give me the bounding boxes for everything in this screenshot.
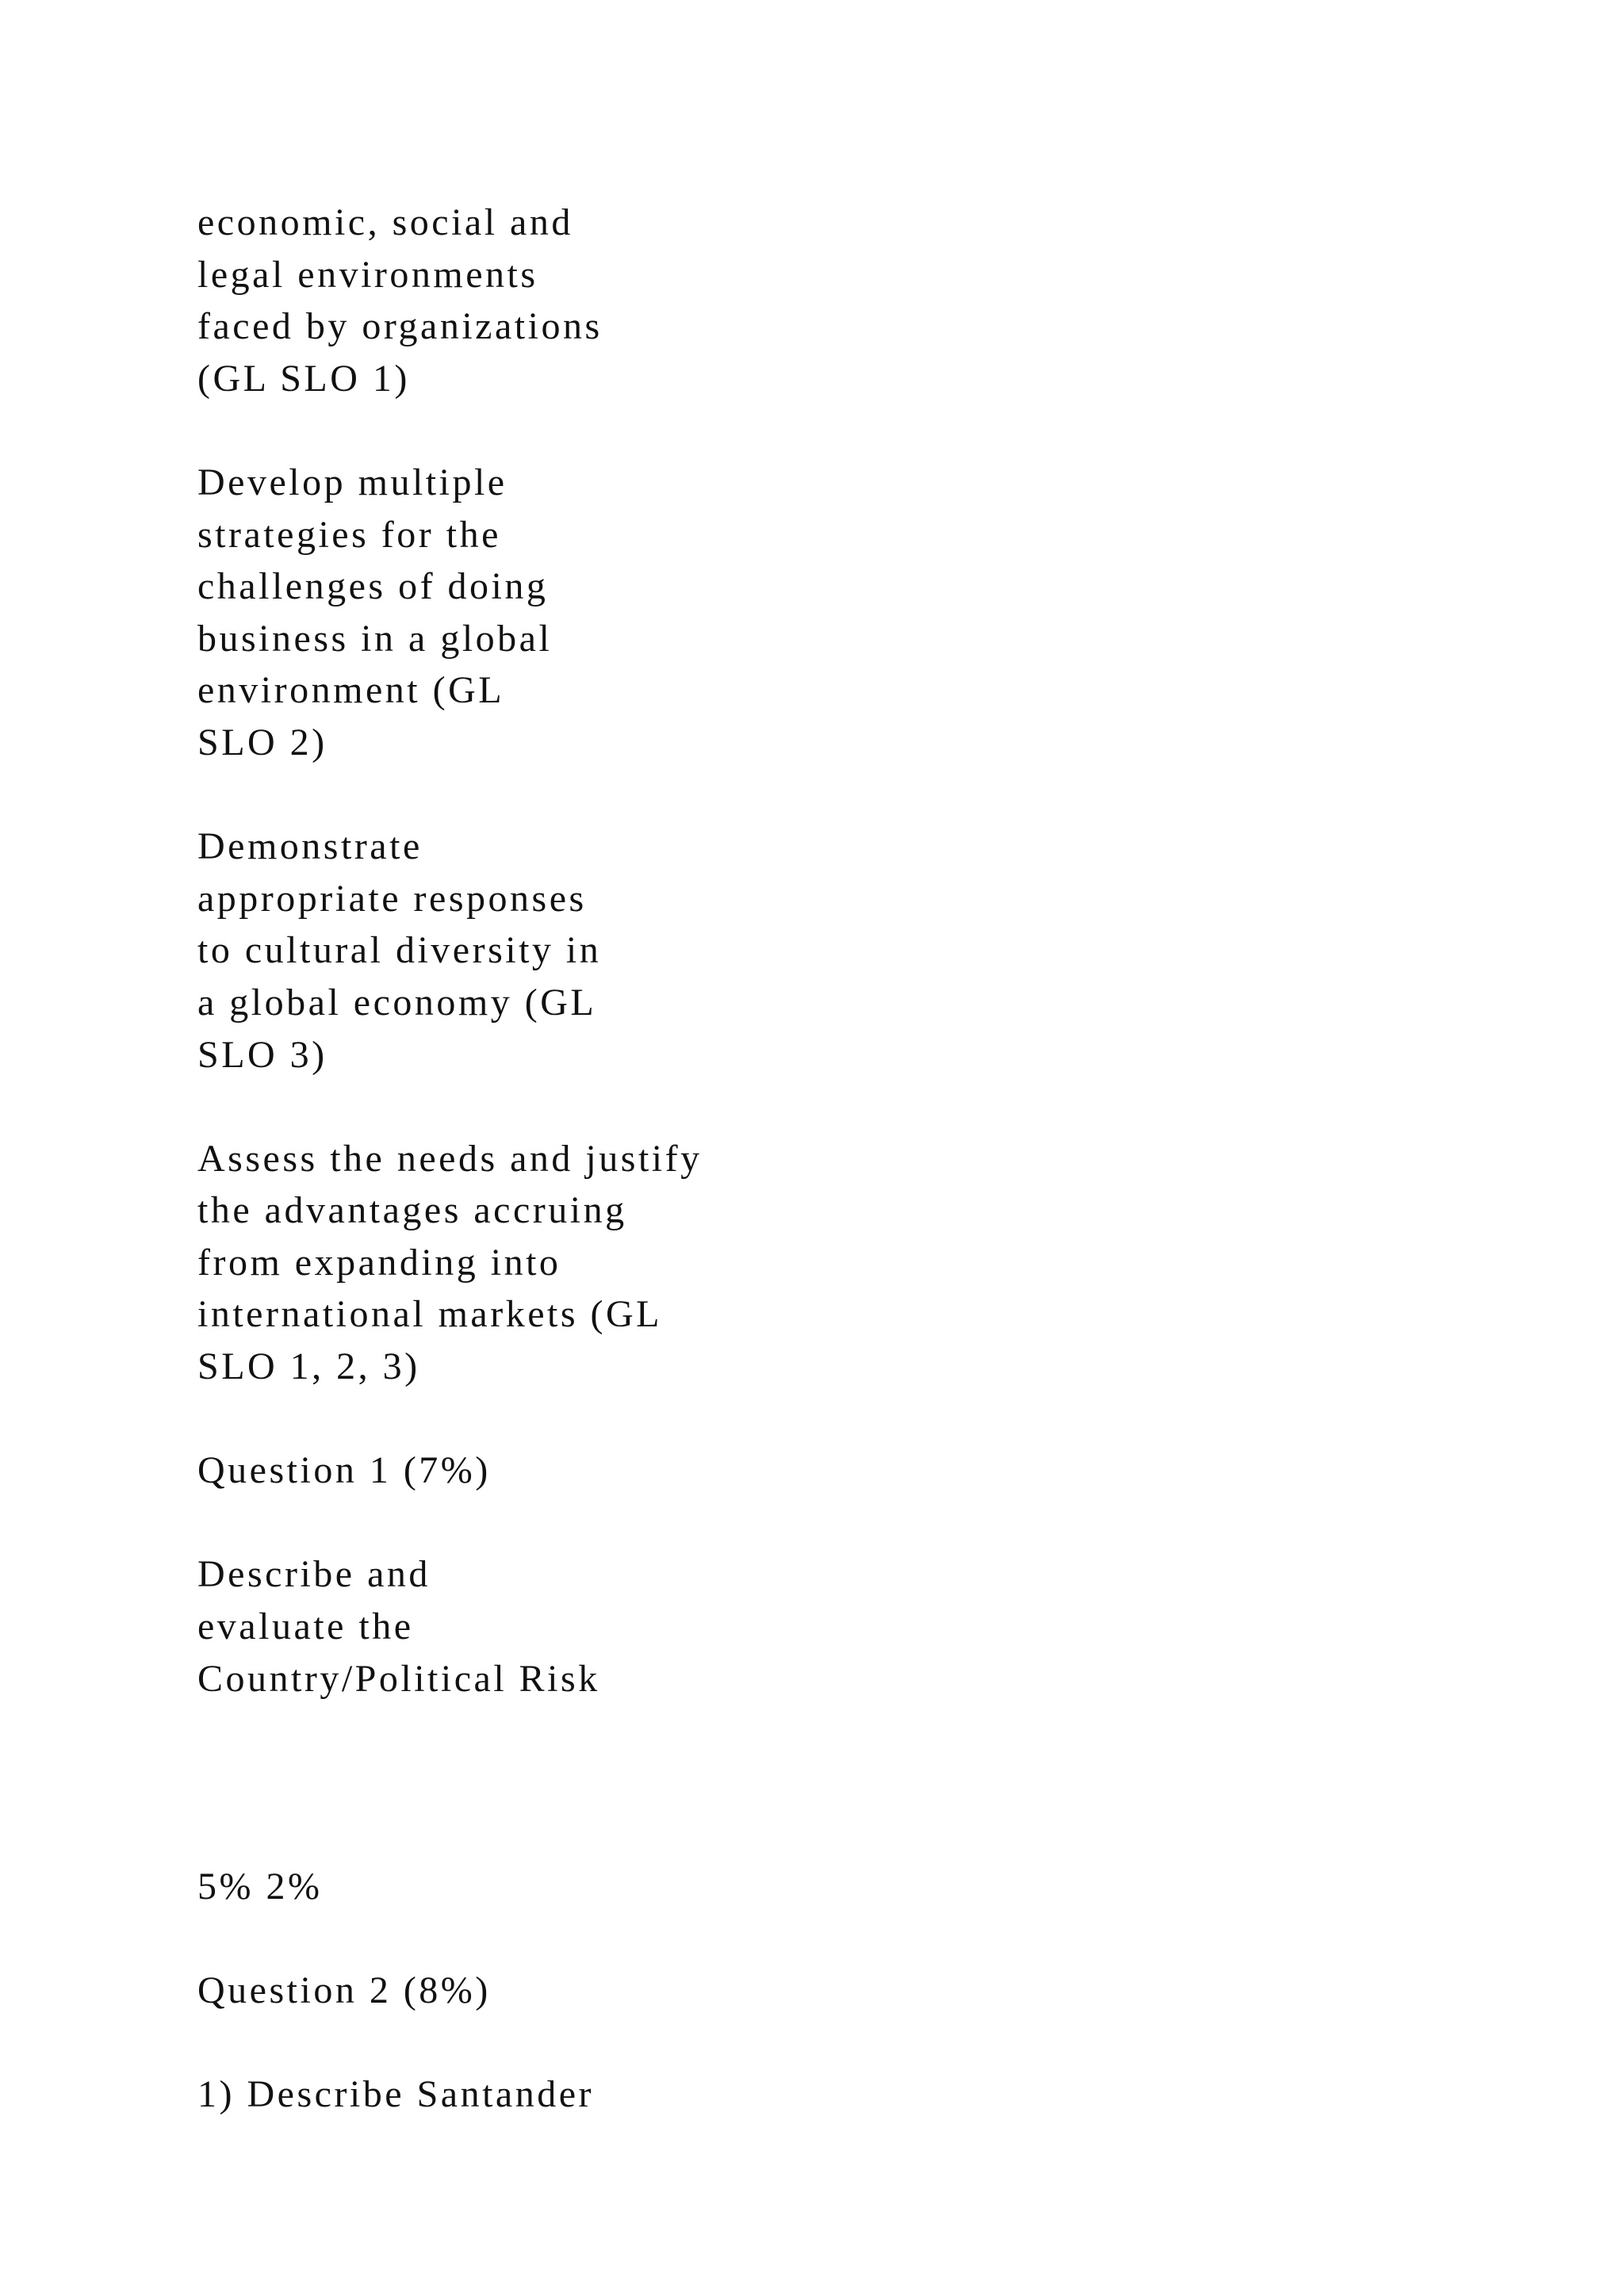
text-line: 1) Describe Santander: [197, 2073, 594, 2116]
question-1-heading: [197, 1445, 1545, 1497]
paragraph-gap: [197, 1393, 1545, 1445]
text-line: SLO 2): [197, 721, 327, 763]
paragraph-gap: [197, 1913, 1545, 1965]
text-line: evaluate the: [197, 1605, 414, 1648]
text-line: from expanding into: [197, 1241, 561, 1284]
text-line: environment (GL: [197, 669, 505, 712]
paragraph-gap: [197, 1081, 1545, 1133]
text-line: 5% 2%: [197, 1866, 323, 1908]
paragraph-learning-outcome-1: [197, 197, 1545, 404]
text-line: appropriate responses: [197, 877, 587, 920]
text-line: Assess the needs and justify: [197, 1137, 703, 1180]
paragraph-gap: [197, 769, 1545, 821]
question-1-body: [197, 1548, 1545, 1705]
text-line: economic, social and: [197, 201, 573, 243]
text-line: SLO 1, 2, 3): [197, 1345, 420, 1388]
paragraph-learning-outcome-2: [197, 457, 1545, 769]
paragraph-learning-outcome-3: [197, 821, 1545, 1081]
paragraph-learning-outcome-4: [197, 1133, 1545, 1393]
text-line: Question 2 (8%): [197, 1969, 491, 2012]
paragraph-gap: [197, 1705, 1545, 1808]
text-line: challenges of doing: [197, 565, 549, 608]
text-line: Develop multiple: [197, 461, 508, 503]
text-line: to cultural diversity in: [197, 929, 602, 972]
text-line: business in a global: [197, 617, 553, 660]
text-line: Describe and: [197, 1553, 431, 1596]
text-line: (GL SLO 1): [197, 357, 410, 400]
marks-split: [197, 1861, 1545, 1913]
paragraph-gap: [197, 404, 1545, 457]
paragraph-gap: [197, 1497, 1545, 1549]
paragraph-gap: [197, 1808, 1545, 1861]
text-line: faced by organizations: [197, 305, 603, 348]
text-line: legal environments: [197, 253, 538, 296]
question-2-heading: [197, 1965, 1545, 2017]
text-line: a global economy (GL: [197, 981, 597, 1024]
text-line: Demonstrate: [197, 825, 423, 868]
paragraph-gap: [197, 2017, 1545, 2069]
document-text: [197, 197, 1545, 2121]
text-line: the advantages accruing: [197, 1189, 627, 1232]
text-line: Country/Political Risk: [197, 1657, 600, 1700]
text-line: SLO 3): [197, 1033, 327, 1076]
text-line: Question 1 (7%): [197, 1449, 491, 1492]
text-line: international markets (GL: [197, 1293, 662, 1336]
question-2-item-1: [197, 2068, 1545, 2121]
text-line: strategies for the: [197, 513, 501, 556]
